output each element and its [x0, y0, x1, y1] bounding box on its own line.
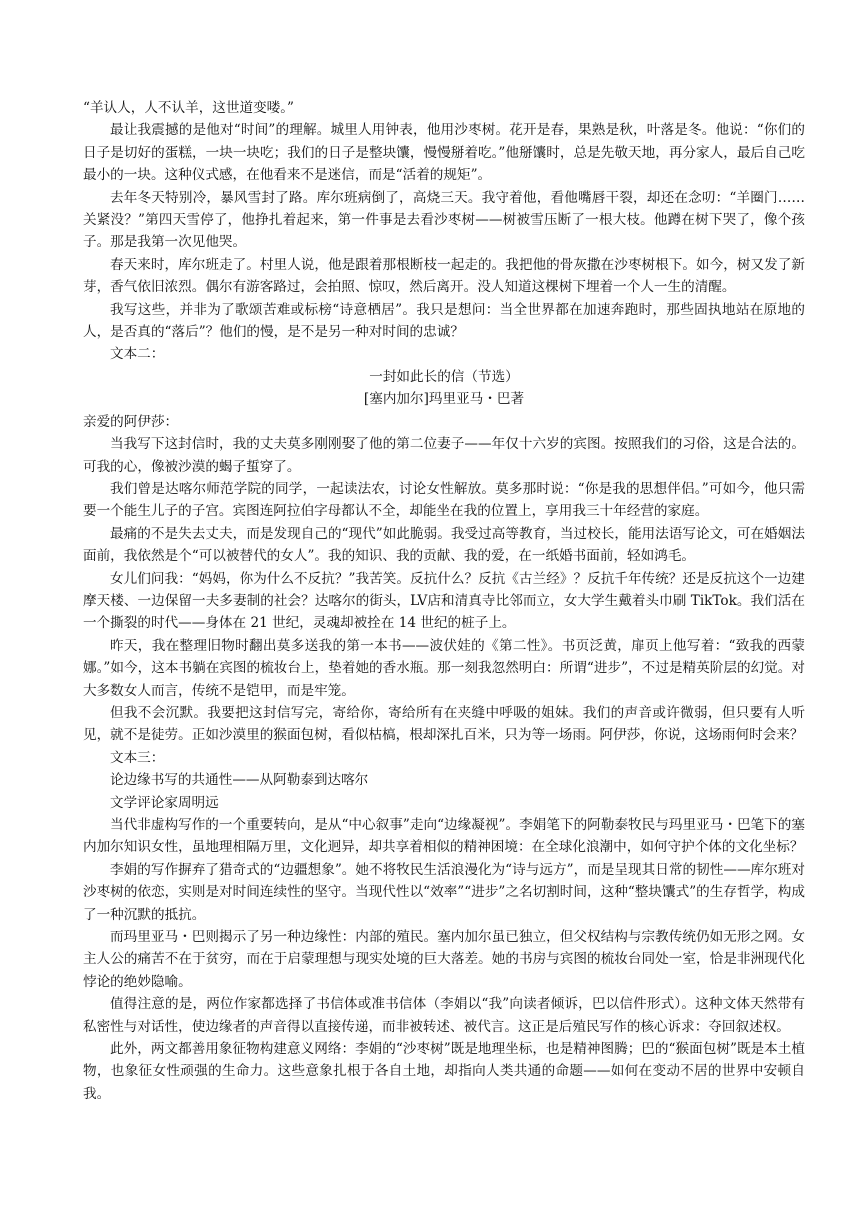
text2-paragraph: 我们曾是达喀尔师范学院的同学，一起读法农，讨论女性解放。莫多那时说：“你是我的思想伴侣。”可如今，他只需要一个能生儿子的子宫。宾图连阿拉伯字母都认不全，却能坐在我的位置上，享用我三十年经营的家庭。 — [83, 480, 805, 520]
text3-author: 文学评论家周明远 — [110, 794, 219, 811]
text1-paragraph: 最让我震撼的是他对“时间”的理解。城里人用钟表，他用沙枣树。花开是春，果熟是秋，叶落是冬。他说：“你们的日子是切好的蛋糕，一块一块吃；我们的日子是整块馕，慢慢掰着吃。”他掰馕时，总是先敬天地，再分家人，最后自己吃最小的一块。这种仪式感，在他看来不是迷信，而是“活着的规矩”。 — [83, 122, 805, 184]
text3-title: 论边缘书写的共通性——从阿勒泰到达喀尔 — [110, 772, 369, 789]
text3-paragraph: 此外，两文都善用象征物构建意义网络：李娟的“沙枣树”既是地理坐标，也是精神图腾；巴的“猴面包树”既是本土植物，也象征女性顽强的生命力。这些意象扎根于各自土地，却指向人类共通的命题——如何在变动不居的世界中安顿自我。 — [83, 1041, 805, 1102]
text3-paragraph: 而玛里亚马・巴则揭示了另一种边缘性：内部的殖民。塞内加尔虽已独立，但父权结构与宗教传统仍如无形之网。女主人公的痛苦不在于贫穷，而在于启蒙理想与现实处境的巨大落差。她的书房与宾图的梳妆台同处一室，恰是非洲现代化悖论的绝妙隐喻。 — [83, 929, 805, 990]
text1-paragraph: 我写这些，并非为了歌颂苦难或标榜“诗意栖居”。我只是想问：当全世界都在加速奔跑时，那些固执地站在原地的人，是否真的“落后”？他们的慢，是不是另一种对时间的忠诚？ — [83, 301, 805, 341]
text3-paragraph: 值得注意的是，两位作家都选择了书信体或准书信体（李娟以“我”向读者倾诉，巴以信件形式）。这种文体天然带有私密性与对话性，使边缘者的声音得以直接传递，而非被转述、被代言。这正是后殖民写作的核心诉求：夺回叙述权。 — [83, 996, 805, 1035]
text2-author: [塞内加尔]玛里亚马・巴著 — [363, 391, 525, 408]
text2-paragraph: 女儿们问我：“妈妈，你为什么不反抗？”我苦笑。反抗什么？反抗《古兰经》？反抗千年传统？还是反抗这个一边建摩天楼、一边保留一夫多妻制的社会？达喀尔的街头，LV店和清真寺比邻而立，女大学生戴着头巾刷 TikTok。我们活在一个撕裂的时代——身体在 21 世纪，灵魂却被拴在 14 世纪的桩子上。 — [83, 570, 805, 632]
text2-salutation: 亲爱的阿伊莎： — [83, 413, 179, 430]
text2-label: 文本二： — [110, 346, 165, 363]
text2-paragraph: 但我不会沉默。我要把这封信写完，寄给你，寄给所有在夹缝中呼吸的姐妹。我们的声音或许微弱，但只要有人听见，就不是徒劳。正如沙漠里的猴面包树，看似枯槁，根却深扎百米，只为等一场雨。阿伊莎，你说，这场雨何时会来？ — [83, 704, 805, 744]
text3-paragraph: 当代非虚构写作的一个重要转向，是从“中心叙事”走向“边缘凝视”。李娟笔下的阿勒泰牧民与玛里亚马・巴笔下的塞内加尔知识女性，虽地理相隔万里，文化迥异，却共享着相似的精神困境：在全球化浪潮中，如何守护个体的文化坐标？ — [83, 817, 805, 856]
text2-paragraph: 昨天，我在整理旧物时翻出莫多送我的第一本书——波伏娃的《第二性》。书页泛黄，扉页上他写着：“致我的西蒙娜。”如今，这本书躺在宾图的梳妆台上，垫着她的香水瓶。那一刻我忽然明白：所谓“进步”，不过是精英阶层的幻觉。对大多数女人而言，传统不是铠甲，而是牢笼。 — [83, 637, 805, 699]
text1-paragraph: 去年冬天特别冷，暴风雪封了路。库尔班病倒了，高烧三天。我守着他，看他嘴唇干裂，却还在念叨：“羊圈门……关紧没？”第四天雪停了，他挣扎着起来，第一件事是去看沙枣树——树被雪压断了一根大枝。他蹲在树下哭了，像个孩子。那是我第一次见他哭。 — [83, 189, 805, 251]
text2-paragraph: 最痛的不是失去丈夫，而是发现自己的“现代”如此脆弱。我受过高等教育，当过校长，能用法语写论文，可在婚姻法面前，我依然是个“可以被替代的女人”。我的知识、我的贡献、我的爱，在一纸婚书面前，轻如鸿毛。 — [83, 525, 805, 565]
document-body — [83, 97, 805, 1105]
text3-paragraph: 李娟的写作摒弃了猎奇式的“边疆想象”。她不将牧民生活浪漫化为“诗与远方”，而是呈现其日常的韧性——库尔班对沙枣树的依恋，实则是对时间连续性的坚守。当现代性以“效率”“进步”之名切割时间，这种“整块馕式”的生存哲学，构成了一种沉默的抵抗。 — [83, 861, 805, 923]
text1-paragraph: 春天来时，库尔班走了。村里人说，他是跟着那根断枝一起走的。我把他的骨灰撒在沙枣树根下。如今，树又发了新芽，香气依旧浓烈。偶尔有游客路过，会拍照、惊叹，然后离开。没人知道这棵树下埋着一个人一生的清醒。 — [83, 256, 805, 296]
text3-label: 文本三： — [110, 749, 165, 766]
text2-paragraph: 当我写下这封信时，我的丈夫莫多刚刚娶了他的第二位妻子——年仅十六岁的宾图。按照我们的习俗，这是合法的。可我的心，像被沙漠的蝎子蜇穿了。 — [83, 436, 805, 475]
text1-opening-line: “羊认人，人不认羊，这世道变喽。” — [83, 100, 295, 116]
text2-title: 一封如此长的信（节选） — [369, 368, 519, 385]
